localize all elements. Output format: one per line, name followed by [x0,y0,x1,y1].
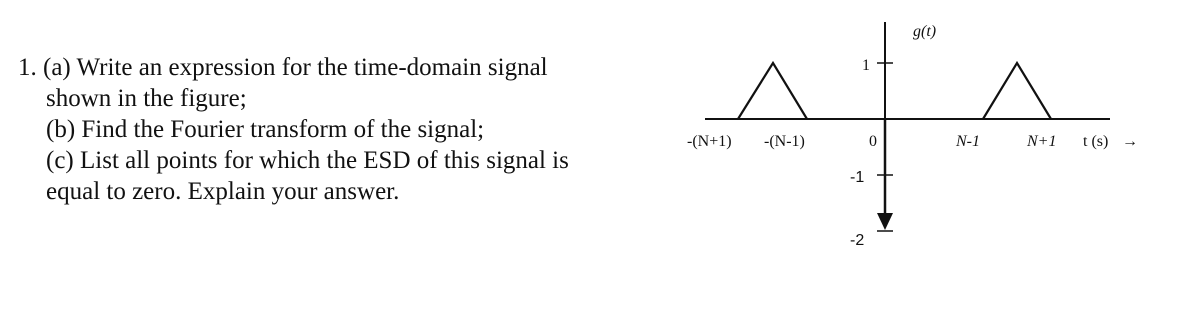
x-label-zero: 0 [869,133,877,150]
signal-label: g(t) [913,23,937,40]
part-b-text: (b) Find the Fourier transform of the signal; [46,116,485,143]
part-a-text: (a) Write an expression for the time-domain signal [43,54,548,81]
x-axis-arrow-icon: → [1122,133,1138,150]
x-label-n-plus-1: N+1 [1027,133,1057,150]
y-tick-label-neg2: -2 [850,232,865,249]
impulse-arrowhead [877,213,893,230]
left-triangle-pulse [738,63,807,119]
part-a-continuation: shown in the figure; [46,85,247,112]
y-tick-label-neg1: -1 [850,169,865,186]
y-tick-label-1: 1 [862,57,870,74]
x-label-n-minus-1: N-1 [956,133,980,150]
x-axis-unit-label: t (s) [1083,133,1109,150]
right-triangle-pulse [983,63,1051,119]
part-c-continuation: equal to zero. Explain your answer. [46,178,400,205]
x-label-neg-n-plus-1: -(N+1) [687,133,732,150]
question-number: 1. [18,54,37,81]
x-label-neg-n-minus-1: -(N-1) [764,133,805,150]
part-c-text: (c) List all points for which the ESD of this signal is [46,147,569,174]
